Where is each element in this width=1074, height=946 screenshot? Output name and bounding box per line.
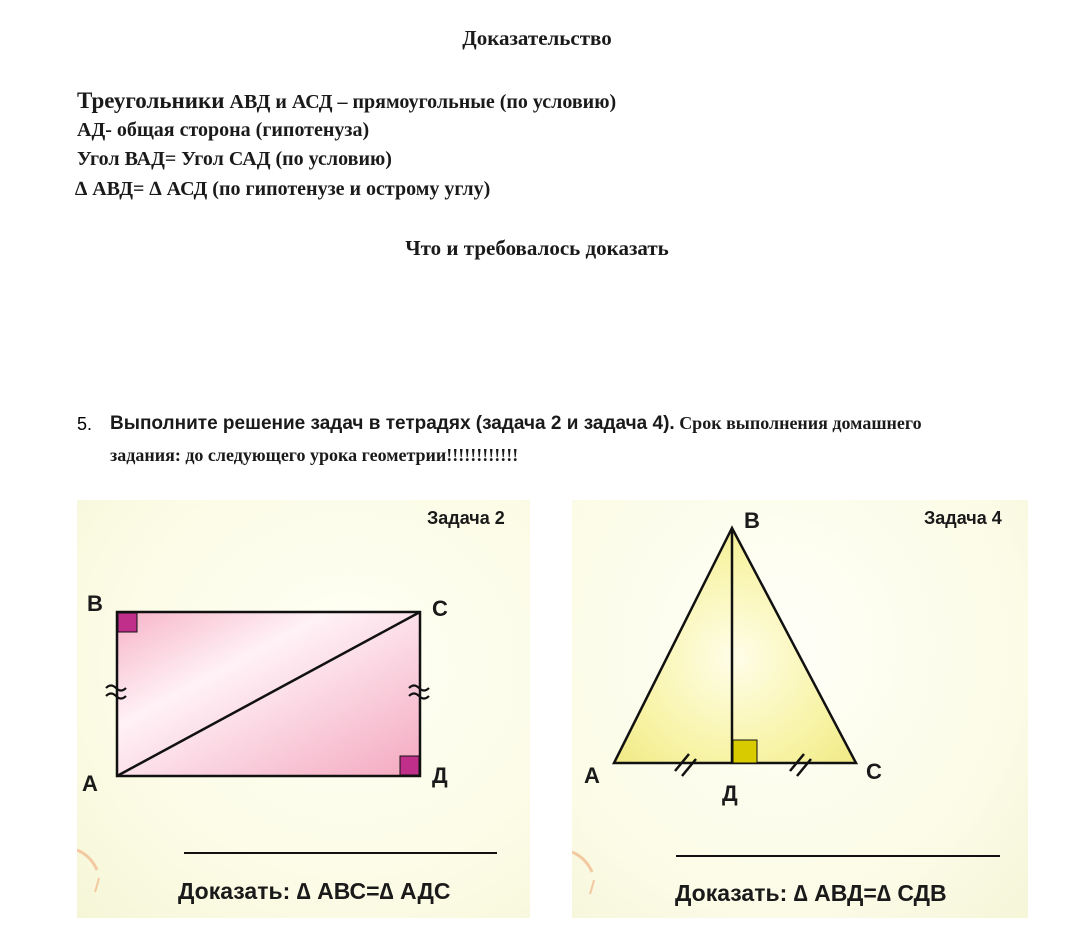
decor-stroke xyxy=(77,850,97,870)
right-angle-mark-b xyxy=(118,613,137,632)
vertex-label-a: А xyxy=(82,771,98,796)
prove-statement-2: Доказать: ∆ АВС=∆ АДС xyxy=(178,878,451,904)
proof-line-4: ∆ АВД= ∆ АСД (по гипотенузе и острому углу) xyxy=(75,178,491,200)
task-text-serif: Срок выполнения домашнего xyxy=(674,413,922,433)
decor-stroke xyxy=(590,880,594,894)
vertex-label-a: А xyxy=(584,763,600,788)
decor-stroke xyxy=(572,852,592,872)
task-2-label: Задача 2 xyxy=(427,508,505,528)
rectangle-figure xyxy=(77,500,530,918)
decor-stroke xyxy=(95,878,99,892)
prove-statement-4: Доказать: ∆ АВД=∆ СДВ xyxy=(675,880,947,906)
vertex-label-d: Д xyxy=(432,763,448,788)
proof-conclusion: Что и требовалось доказать xyxy=(405,236,669,260)
task-number: 5. xyxy=(77,414,93,434)
figure-task-4 xyxy=(572,500,1028,918)
vertex-label-b: В xyxy=(744,508,760,533)
proof-line-2: АД- общая сторона (гипотенуза) xyxy=(77,119,370,141)
triangle-abc xyxy=(614,528,856,763)
proof-line-3: Угол ВАД= Угол САД (по условию) xyxy=(77,148,392,170)
right-angle-mark-d xyxy=(733,740,757,763)
task-text-line-2: задания: до следующего урока геометрии!!!!!!!!!!!! xyxy=(110,445,519,465)
proof-line-1 xyxy=(77,88,616,114)
task-text-sans: Выполните решение задач в тетрадях (задача 2 и задача 4). xyxy=(110,413,675,434)
proof-line-1-lead: Треугольники xyxy=(77,88,225,113)
proof-title: Доказательство xyxy=(462,26,612,50)
triangle-figure xyxy=(572,500,1028,918)
right-angle-mark-d xyxy=(400,756,419,775)
vertex-label-b: В xyxy=(87,591,103,616)
task-text-line-1 xyxy=(110,413,922,435)
vertex-label-c: С xyxy=(866,759,882,784)
vertex-label-c: С xyxy=(432,596,448,621)
figure-task-2 xyxy=(77,500,530,918)
proof-line-1-rest: АВД и АСД – прямоугольные (по условию) xyxy=(229,91,617,113)
task-4-label: Задача 4 xyxy=(924,508,1002,528)
vertex-label-d: Д xyxy=(722,781,738,806)
